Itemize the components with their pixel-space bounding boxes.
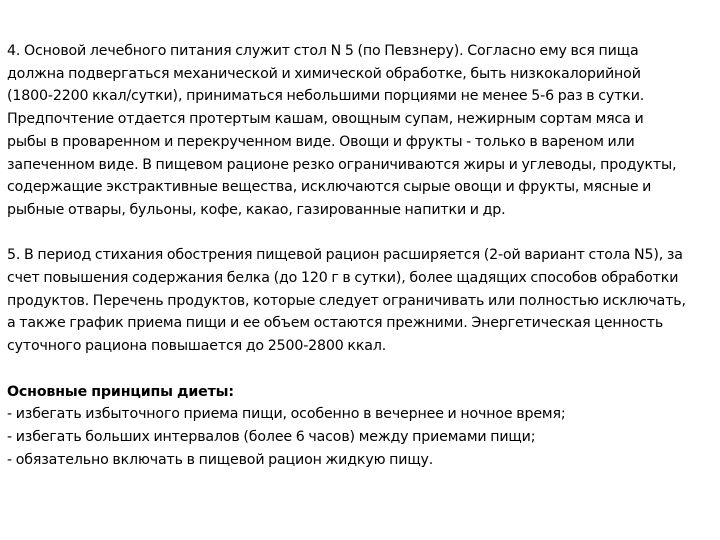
principle-item: - обязательно включать в пищевой рацион жидкую пищу. <box>7 451 434 468</box>
paragraph-line: (1800-2200 ккал/сутки), приниматься небольшими порциями не менее 5-6 раз в сутки. <box>7 88 645 105</box>
paragraph-line: суточного рациона повышается до 2500-2800 ккал. <box>7 338 387 355</box>
diet-principles-section <box>7 381 713 472</box>
paragraph-line: запеченном виде. В пищевом рационе резко ограничиваются жиры и углеводы, продукты, <box>7 156 677 173</box>
paragraph-line: продуктов. Перечень продуктов, которые следует ограничивать или полностью исключать, <box>7 292 686 309</box>
paragraph-line: должна подвергаться механической и химической обработке, быть низкокалорийной <box>7 65 641 82</box>
paragraph-spacer <box>7 222 713 245</box>
paragraph-line: счет повышения содержания белка (до 120 г в сутки), более щадящих способов обработки <box>7 270 679 287</box>
principle-item: - избегать больших интервалов (более 6 часов) между приемами пищи; <box>7 428 536 445</box>
paragraph-line: а также график приема пищи и ее объем остаются прежними. Энергетическая ценность <box>7 315 664 332</box>
paragraph-line: рыбы в проваренном и перекрученном виде. Овощи и фрукты - только в вареном или <box>7 133 635 150</box>
paragraph-spacer <box>7 358 713 381</box>
paragraph-stol-5 <box>7 40 713 222</box>
principle-item: - избегать избыточного приема пищи, особенно в вечернее и ночное время; <box>7 406 566 423</box>
paragraph-line: Предпочтение отдается протертым кашам, овощным супам, нежирным сортам мяса и <box>7 111 644 128</box>
paragraph-line: 5. В период стихания обострения пищевой рацион расширяется (2-ой вариант стола N5), за <box>7 247 683 264</box>
paragraph-line: содержащие экстрактивные вещества, исключаются сырые овощи и фрукты, мясные и <box>7 179 652 196</box>
paragraph-line: рыбные отвары, бульоны, кофе, какао, газированные напитки и др. <box>7 201 506 218</box>
principles-heading: Основные принципы диеты: <box>7 383 234 400</box>
paragraph-line: 4. Основой лечебного питания служит стол N 5 (по Певзнеру). Согласно ему вся пища <box>7 43 639 59</box>
paragraph-remission-diet <box>7 244 713 358</box>
slide-text-body <box>7 40 713 471</box>
